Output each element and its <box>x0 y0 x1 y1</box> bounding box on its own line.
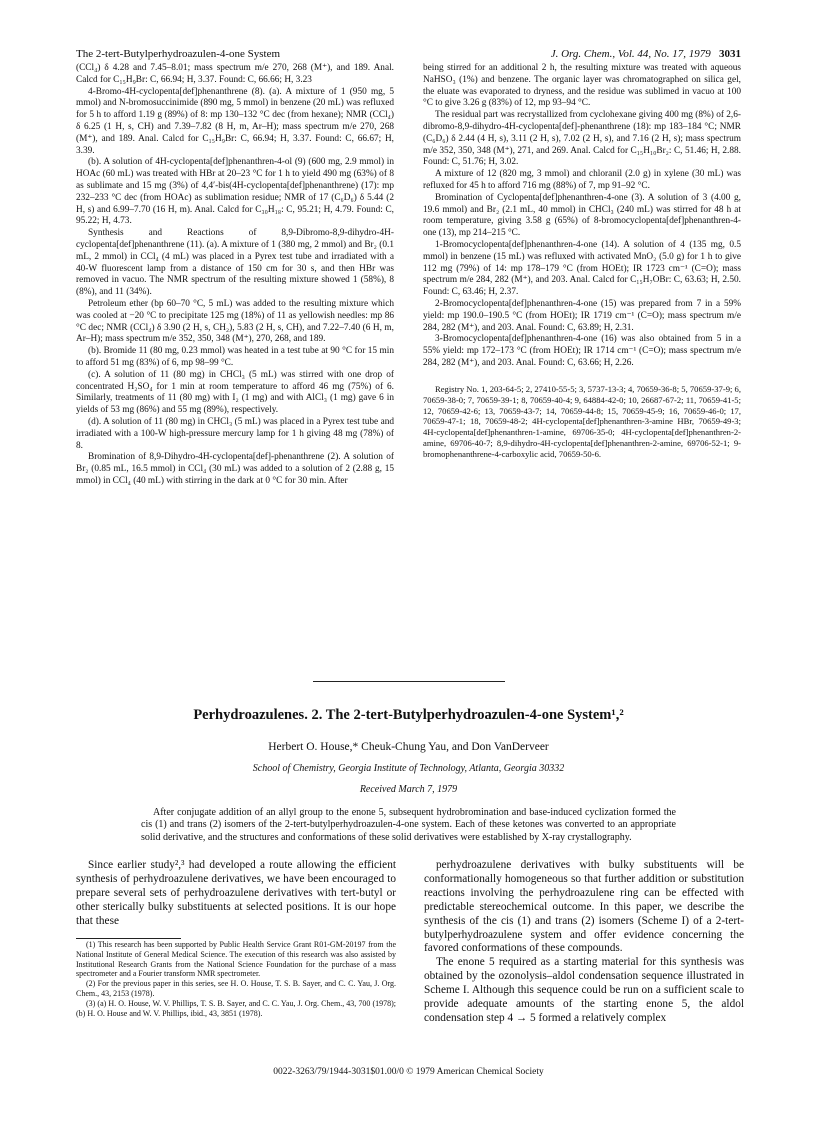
footnote-divider <box>76 938 181 939</box>
paragraph: being stirred for an additional 2 h, the resulting mixture was treated with aqueous NaHSO₃ (1%) and benzene. The organic layer was chromatographed on silica gel, the eluate was evaporated to dryness, and the residue was sublimed in vacuo at 100 °C to give 3.26 g (83%) of 12, mp 93–94 °C. <box>423 63 741 109</box>
registry-numbers: Registry No. 1, 203-64-5; 2, 27410-55-5; 3, 5737-13-3; 4, 70659-36-8; 5, 70659-37-9; 6, 70659-38-0; 7, 70659-39-1; 8, 70659-40-4; 9, 64884-42-0; 10, 26687-67-2; 11, 70659-41-5; 12, 70659-42-6; 13, 70659-43-7; 14, 70659-44-8; 15, 70659-45-9; 16, 70659-46-0; 17, 70659-47-1; 18, 70659-48-2; 4H-cyclopenta[def]phenanthren-3-amine HBr, 70659-49-3; 4H-cyclopenta[def]phenanthren-1-amine, 69706-35-0; 4H-cyclopenta[def]phenanthren-2-amine, 69706-40-7; 8,9-dihydro-4H-cyclopenta[def]phenanthren-2-amine, 69706-52-1; 9-bromophenanthrene-4-carboxylic acid, 70659-50-6. <box>423 383 741 460</box>
journal-header <box>551 47 741 61</box>
paragraph: Synthesis and Reactions of 8,9-Dibromo-8,9-dihydro-4H-cyclopenta[def]phenanthrene (11). (a). A mixture of 1 (380 mg, 2 mmol) and Br₂ (0.1 mL, 2 mmol) in CCl₄ (4 mL) was placed in a Pyrex test tube and irradiated with a 40-W fluorescent lamp from a distance of 150 cm for 30 s, and then HBr was removed in vacuo. The NMR spectrum of the resulting mixture showed 1 (58%), 8 (8%), and 11 (34%). <box>76 228 394 298</box>
journal-reference: J. Org. Chem., Vol. 44, No. 17, 1979 <box>550 48 711 60</box>
paragraph: A mixture of 12 (820 mg, 3 mmol) and chloranil (2.0 g) in xylene (30 mL) was refluxed for 45 h to afford 716 mg (88%) of 7, mp 91–92 °C. <box>423 169 741 191</box>
paragraph: Petroleum ether (bp 60–70 °C, 5 mL) was added to the resulting mixture which was cooled at −20 °C to precipitate 125 mg (18%) of 11 as yellowish needles: mp 86 °C dec; NMR (CCl₄) δ 3.90 (2 H, s, CH₂), 5.83 (2 H, s, CH), and 7.22–7.40 (6 H, m, Ar–H); mass spectrum m/e 352, 350, 348 (M⁺), 270, 268, and 189. <box>76 298 394 345</box>
page-footer: 0022-3263/79/1944-3031$01.00/0 © 1979 American Chemical Society <box>273 1067 544 1077</box>
paragraph: (b). Bromide 11 (80 mg, 0.23 mmol) was heated in a test tube at 90 °C for 15 min to afford 51 mg (83%) of 6, mp 98–99 °C. <box>76 346 394 368</box>
paragraph: 2-Bromocyclopenta[def]phenanthren-4-one (15) was prepared from 7 in a 59% yield: mp 190.0–190.5 °C (from HOEt); IR 1719 cm⁻¹ (C=O); mass spectrum m/e 284, 282 (M⁺), and 203. Anal. Found: C, 63.89; H, 2.31. <box>423 298 741 333</box>
article-authors: Herbert O. House,* Cheuk-Chung Yau, and Don VanDerveer <box>268 741 549 753</box>
body-right-column <box>424 859 744 1026</box>
paragraph: (d). A solution of 11 (80 mg) in CHCl₃ (5 mL) was placed in a Pyrex test tube and irradiated with a 100-W high-pressure mercury lamp for 1 h giving 48 mg (78%) of 8. <box>76 416 394 451</box>
body-left-column <box>76 859 396 929</box>
paragraph: The enone 5 required as a starting material for this synthesis was obtained by the ozonolysis–aldol condensation sequence illustrated in Scheme I. Although this sequence could be run on a sufficient scale to provide adequate amounts of the starting enone 5, the aldol condensation step 4 → 5 formed a relatively complex <box>424 956 744 1024</box>
paragraph: Bromination of Cyclopenta[def]phenanthren-4-one (3). A solution of 3 (4.00 g, 19.6 mmol) and Br₂ (2.1 mL, 40 mmol) in CHCl₃ (240 mL) was stirred for 48 h at room temperature, giving 3.58 g (65%) of 8-bromocyclopenta[def]phenanthren-4-one (13), mp 214–215 °C. <box>423 192 741 239</box>
paragraph: Bromination of 8,9-Dihydro-4H-cyclopenta[def]-phenanthrene (2). A solution of Br₂ (0.85 mL, 16.5 mmol) in CCl₄ (30 mL) was added to a solution of 2 (2.88 g, 15 mmol) in CCl₄ (40 mL) with stirring in the dark at 0 °C for 30 min. After <box>76 452 394 486</box>
footnotes <box>76 940 396 1018</box>
abstract: After conjugate addition of an allyl group to the enone 5, subsequent hydrobromination and base-induced cyclization formed the cis (1) and trans (2) isomers of the 2-tert-butylperhydroazulen-4-one system. Each of these ketones was converted to an appropriate solid derivative, and the structures and conformations of these solid derivatives were established by X-ray crystallography. <box>141 807 676 843</box>
paragraph: (CCl₄) δ 4.28 and 7.45–8.01; mass spectrum m/e 270, 268 (M⁺), and 189. Anal. Calcd for C₁₅H₉Br: C, 66.94; H, 3.37. Found: C, 66.66; H, 3.23 <box>76 63 394 85</box>
section-divider <box>313 681 505 682</box>
running-title: The 2-tert-Butylperhydroazulen-4-one System <box>76 48 281 60</box>
paragraph: (c). A solution of 11 (80 mg) in CHCl₃ (5 mL) was stirred with one drop of concentrated H₂SO₄ for 1 min at room temperature to afford 46 mg (75%) of 6. Similarly, treatments of 11 (80 mg) with I₂ (1 mg) and with AlCl₃ (1 mg) gave 6 in yields of 53 mg (86%) and 55 mg (89%), respectively. <box>76 369 394 416</box>
article-title: Perhydroazulenes. 2. The 2-tert-Butylperhydroazulen-4-one System¹,² <box>193 707 624 723</box>
footnote: (1) This research has been supported by Public Health Service Grant R01-GM-20197 from the National Institute of General Medical Science. The execution of this research was also assisted by Institutional Research Grants from the National Science Foundation for the purchase of a mass spectrometer and a Fourier transform NMR spectrometer. <box>76 940 396 979</box>
paragraph: Since earlier study²,³ had developed a route allowing the efficient synthesis of perhydroazulene derivatives, we have been encouraged to prepare several sets of perhydroazulene derivatives with tert-butyl or other sterically bulky substituents at selected positions. It is our hope that these <box>76 859 396 927</box>
footnote: (2) For the previous paper in this series, see H. O. House, T. S. B. Sayer, and C. C. Yau, J. Org. Chem., 43, 2153 (1978). <box>76 979 396 998</box>
experimental-left-column <box>76 63 394 488</box>
paragraph: 3-Bromocyclopenta[def]phenanthren-4-one (16) was also obtained from 5 in a 55% yield: mp 172–173 °C (from HOEt); IR 1714 cm⁻¹ (C=O); mass spectrum m/e 284, 282 (M⁺), and 203. Anal. Found: C, 63.66; H, 2.26. <box>423 334 741 368</box>
experimental-right-column <box>423 63 741 460</box>
footnote: (3) (a) H. O. House, W. V. Phillips, T. S. B. Sayer, and C. C. Yau, J. Org. Chem., 43, 700 (1978); (b) H. O. House and W. V. Phillips, ibid., 43, 3851 (1978). <box>76 998 396 1018</box>
paragraph: perhydroazulene derivatives with bulky substituents will be conformationally homogeneous so that further addition or substitution reactions involving the perhydroazulene ring can be effected with predictable stereochemical outcome. In this paper, we describe the synthesis of the cis (1) and trans (2) isomers (Scheme I) of a 2-tert-butylperhydroazulene system and offer evidence concerning the favored conformations of these compounds. <box>424 859 744 955</box>
paragraph: (b). A solution of 4H-cyclopenta[def]phenanthren-4-ol (9) (600 mg, 2.9 mmol) in HOAc (60 mL) was treated with HBr at 20–23 °C for 1 h to yield 490 mg (63%) of 8 as sublimate and 15 mg (3%) of 4,4′-bis(4H-cyclopenta[def]phenanthrene) (17): mp 232–233 °C dec (from HOAc) as sublimation residue; NMR of 17 (C₆D₆) δ 5.44 (2 H, s) and 6.99–7.70 (16 H, m). Anal. Calcd for C₃₀H₁₈: C, 95.21; H, 4.79. Found: C, 95.22; H, 4.73. <box>76 157 394 227</box>
paragraph: 1-Bromocyclopenta[def]phenanthren-4-one (14). A solution of 4 (135 mg, 0.5 mmol) in benzene (15 mL) was refluxed with activated MnO₂ (5.0 g) for 1 h to give 112 mg (79%) of 14: mp 178–179 °C (from HOEt); IR 1723 cm⁻¹ (C=O); mass spectrum m/e 284, 282 (M⁺), and 203. Anal. Calcd for C₁₅H₇OBr: C, 63.63; H, 2.50. Found: C, 63.46; H, 2.37. <box>423 239 741 298</box>
paragraph: The residual part was recrystallized from cyclohexane giving 400 mg (8%) of 2,6-dibromo-8,9-dihydro-4H-cyclopenta[def]-phenanthrene (18): mp 183–184 °C; NMR (C₆D₆) δ 2.44 (4 H, s), 3.11 (2 H, s), 7.02 (2 H, s), and 7.16 (2 H, s); mass spectrum m/e 352, 350, 348 (M⁺), 271, and 269. Anal. Calcd for C₁₅H₁₀Br₂: C, 51.46; H, 2.88. Found: C, 51.76; H, 3.02. <box>423 110 741 168</box>
article-affiliation: School of Chemistry, Georgia Institute of Technology, Atlanta, Georgia 30332 <box>252 763 565 774</box>
page-number: 3031 <box>719 48 741 60</box>
paragraph: 4-Bromo-4H-cyclopenta[def]phenanthrene (8). (a). A mixture of 1 (950 mg, 5 mmol) and N-bromosuccinimide (890 mg, 5 mmol) in benzene (20 mL) was refluxed for 5 h to afford 1.19 g (89%) of 8: mp 130–132 °C dec (from hexane); NMR (CCl₄) δ 6.25 (1 H, s, CH) and 7.39–7.82 (8 H, m, Ar–H); mass spectrum m/e 270, 268 (M⁺), and 189. Anal. Calcd for C₁₅H₉Br: C, 66.94; H, 3.37. Found: C, 66.67; H, 3.39. <box>76 86 394 156</box>
received-date: Received March 7, 1979 <box>359 784 458 795</box>
